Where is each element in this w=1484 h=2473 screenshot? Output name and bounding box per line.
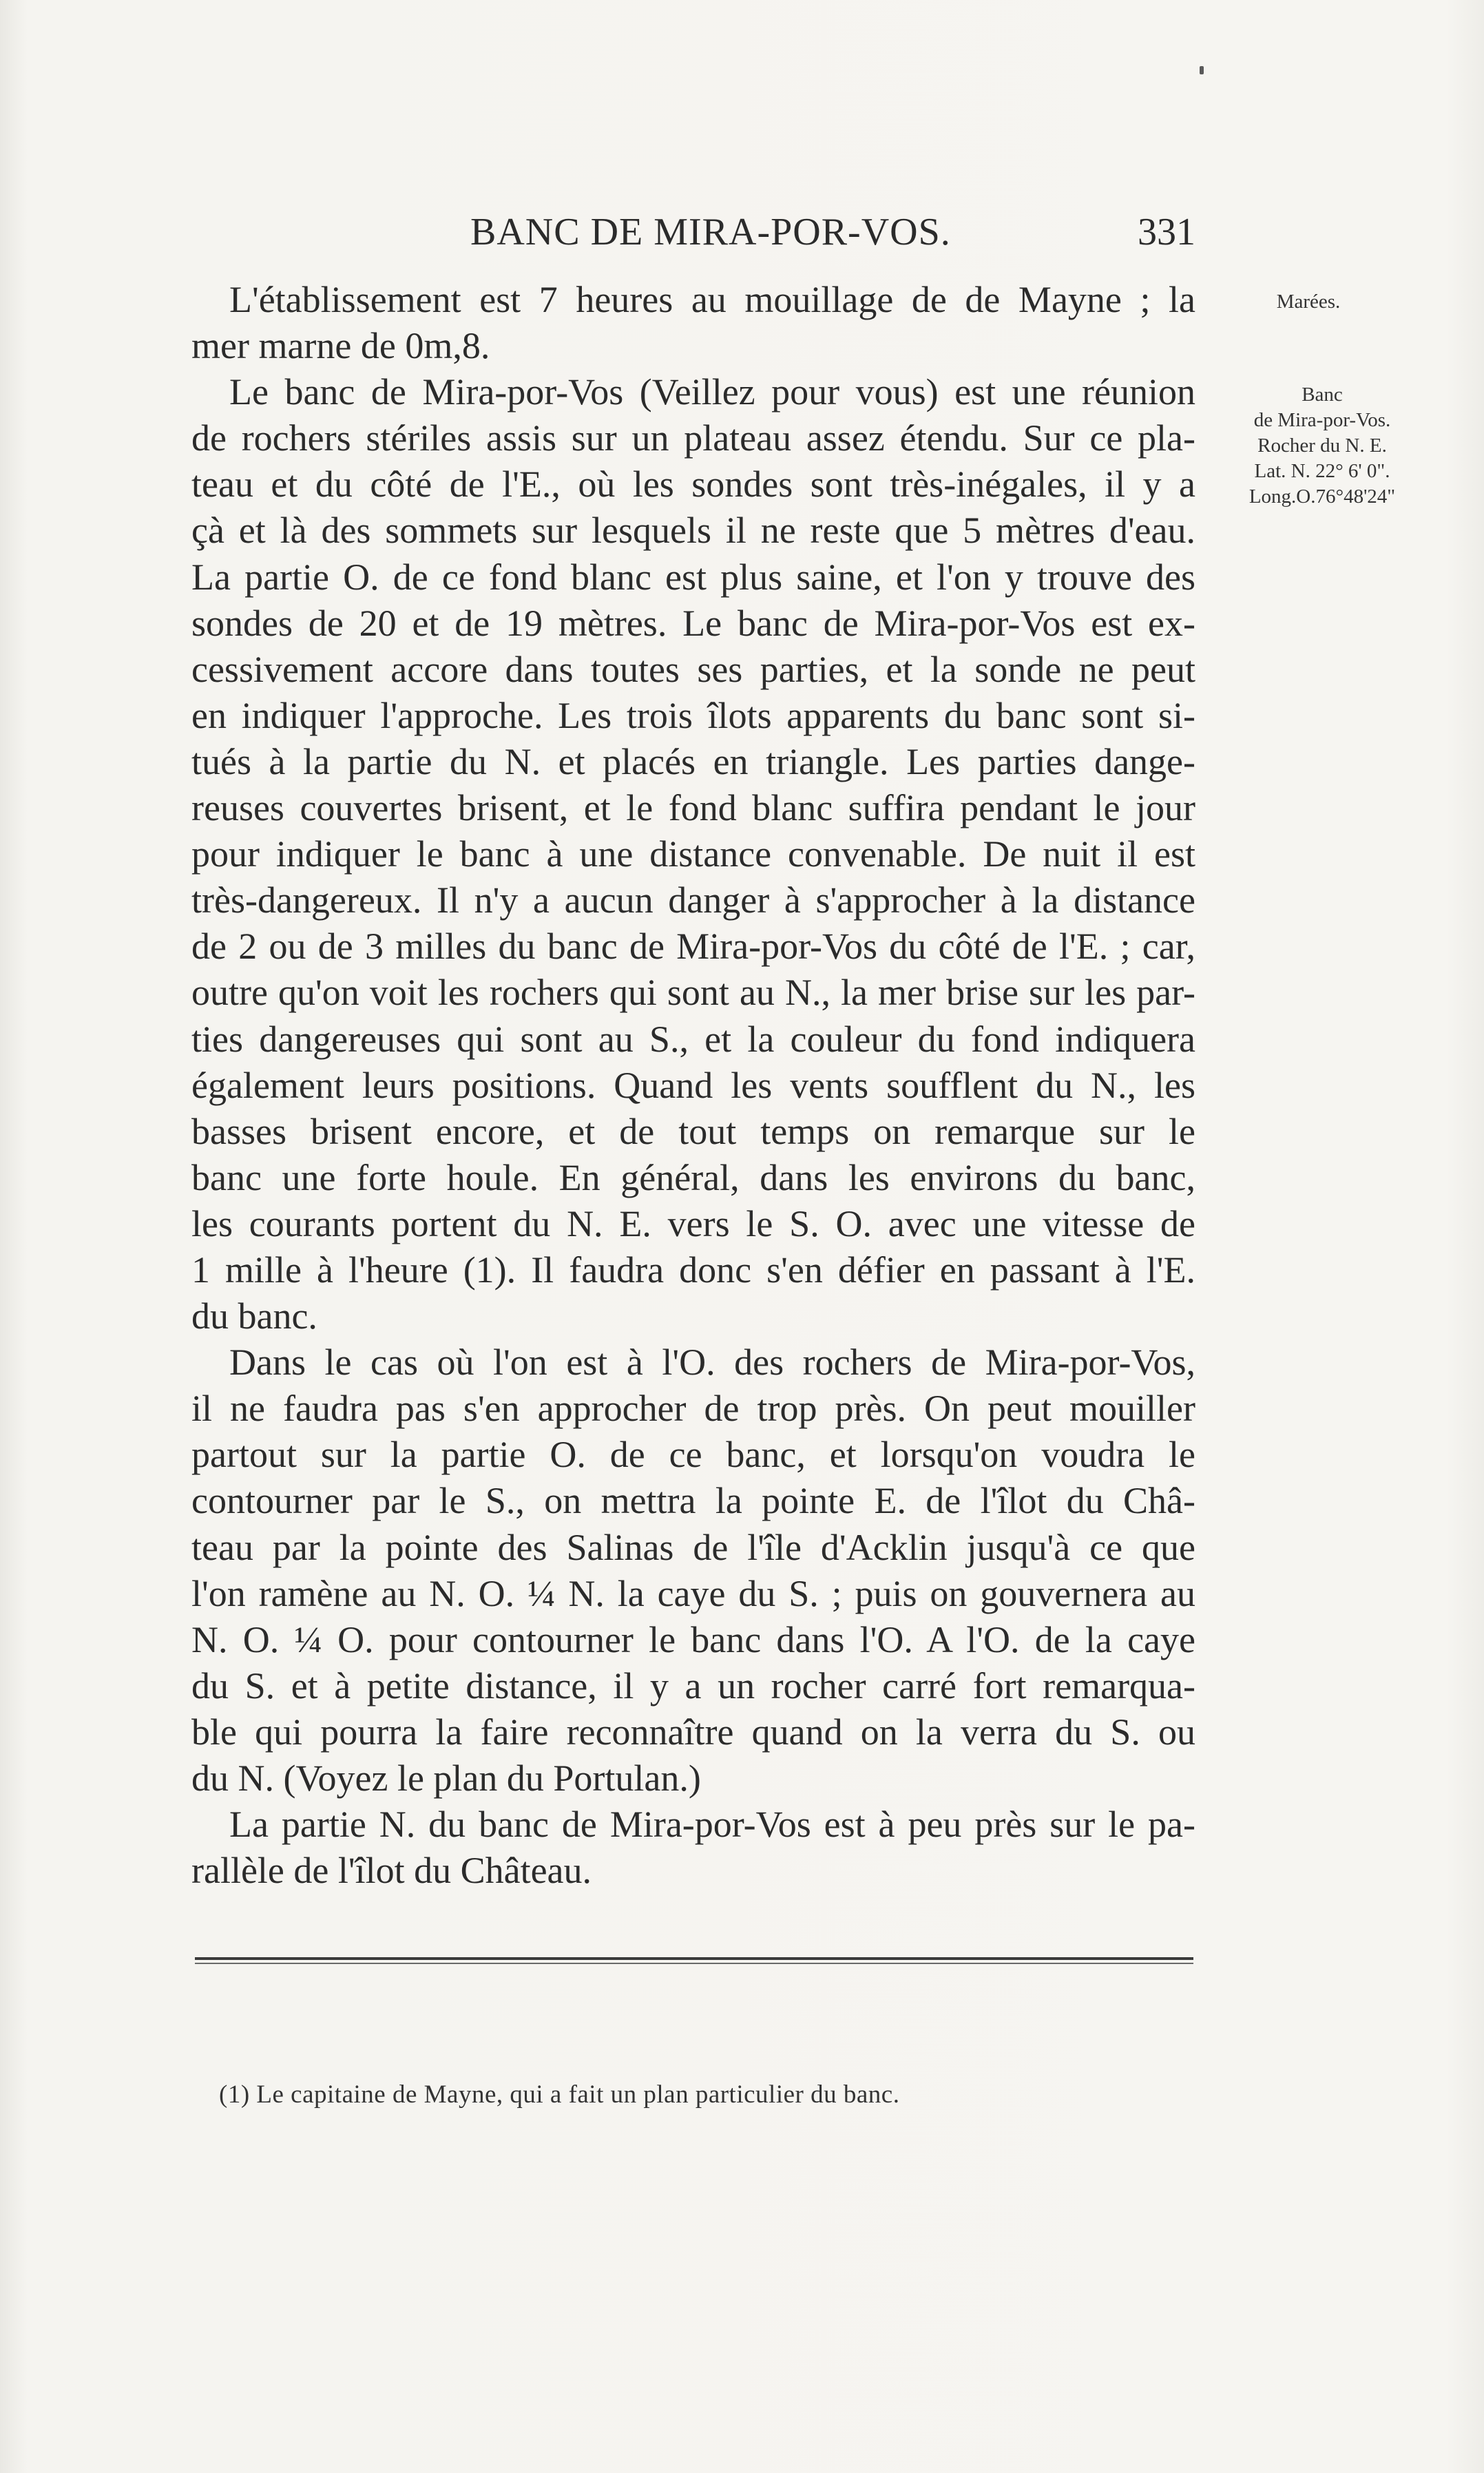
page-number: 331 <box>1138 211 1195 253</box>
page-title: BANC DE MIRA-POR-VOS. <box>470 211 951 253</box>
margin-note-line: Banc <box>1302 384 1343 406</box>
text-line: Le banc de Mira-por-Vos (Veillez pour vous) est une réunion <box>229 371 1195 413</box>
text-line: outre qu'on voit les rochers qui sont au N., la mer brise sur les par- <box>191 972 1195 1014</box>
text-line: teau par la pointe des Salinas de l'île d'Acklin jusqu'à ce que <box>191 1526 1195 1568</box>
text-line: banc une forte houle. En général, dans les environs du banc, <box>191 1156 1195 1198</box>
text-line: les courants portent du N. E. vers le S. O. avec une vitesse de <box>191 1202 1195 1244</box>
text-line: en indiquer l'approche. Les trois îlots apparents du banc sont si- <box>191 694 1195 736</box>
text-line: rallèle de l'îlot du Château. <box>191 1850 592 1892</box>
text-line: très-dangereux. Il n'y a aucun danger à s'approcher à la distance <box>191 879 1195 921</box>
text-line: ties dangereuses qui sont au S., et la couleur du fond indiquera <box>191 1018 1195 1060</box>
body-text <box>191 277 1195 1894</box>
text-line: N. O. ¼ O. pour contourner le banc dans l'O. A l'O. de la caye <box>191 1618 1195 1660</box>
text-line: contourner par le S., on mettra la pointe E. de l'îlot du Châ- <box>191 1480 1195 1522</box>
running-header <box>191 210 1195 258</box>
text-line: de rochers stériles assis sur un plateau assez étendu. Sur ce pla- <box>191 417 1195 459</box>
margin-note-line: de Mira-por-Vos. <box>1253 409 1391 431</box>
margin-note-line: Rocher du N. E. <box>1257 435 1387 457</box>
text-line: çà et là des sommets sur lesquels il ne reste que 5 mètres d'eau. <box>191 510 1195 552</box>
text-line: également leurs positions. Quand les vents soufflent du N., les <box>191 1064 1195 1106</box>
text-line: l'on ramène au N. O. ¼ N. la caye du S. ; puis on gouvernera au <box>191 1572 1195 1614</box>
text-line: L'établissement est 7 heures au mouillage de de Mayne ; la <box>229 279 1195 320</box>
text-line: de 2 ou de 3 milles du banc de Mira-por-Vos du côté de l'E. ; car, <box>191 926 1195 968</box>
text-line: ble qui pourra la faire reconnaître quand on la verra du S. ou <box>191 1711 1195 1753</box>
text-line: La partie O. de ce fond blanc est plus saine, et l'on y trouve des <box>191 556 1195 598</box>
footnote: (1) Le capitaine de Mayne, qui a fait un plan particulier du banc. <box>219 2080 900 2109</box>
text-line: La partie N. du banc de Mira-por-Vos est à peu près sur le pa- <box>229 1804 1195 1846</box>
margin-note-banc <box>1212 382 1432 510</box>
margin-note-line: Long.O.76°48'24" <box>1248 486 1396 508</box>
text-line: mer marne de 0m,8. <box>191 325 490 367</box>
text-line: basses brisent encore, et de tout temps on remarque sur le <box>191 1110 1195 1152</box>
text-line: du banc. <box>191 1295 317 1337</box>
margin-note-marees: Marées. <box>1276 291 1341 313</box>
text-line: il ne faudra pas s'en approcher de trop près. On peut mouiller <box>191 1388 1195 1430</box>
text-line: du S. et à petite distance, il y a un rocher carré fort remarqua- <box>191 1665 1195 1707</box>
text-line: reuses couvertes brisent, et le fond blanc suffira pendant le jour <box>191 787 1195 829</box>
ink-speck <box>1200 66 1204 74</box>
margin-note-line: Lat. N. 22° 6' 0". <box>1254 460 1390 482</box>
text-line: Dans le cas où l'on est à l'O. des rochers de Mira-por-Vos, <box>229 1342 1195 1384</box>
text-line: teau et du côté de l'E., où les sondes sont très-inégales, il y a <box>191 463 1195 505</box>
text-line: partout sur la partie O. de ce banc, et lorsqu'on voudra le <box>191 1434 1195 1476</box>
text-line: cessivement accore dans toutes ses parties, et la sonde ne peut <box>191 648 1195 690</box>
text-line: pour indiquer le banc à une distance convenable. De nuit il est <box>191 833 1195 875</box>
text-line: 1 mille à l'heure (1). Il faudra donc s'en défier en passant à l'E. <box>191 1249 1195 1291</box>
text-line: du N. (Voyez le plan du Portulan.) <box>191 1757 701 1799</box>
text-line: tués à la partie du N. et placés en triangle. Les parties dange- <box>191 740 1195 782</box>
footnote-rule-thin <box>195 1963 1193 1964</box>
footnote-rule <box>195 1957 1193 1960</box>
text-line: sondes de 20 et de 19 mètres. Le banc de Mira-por-Vos est ex- <box>191 602 1195 644</box>
